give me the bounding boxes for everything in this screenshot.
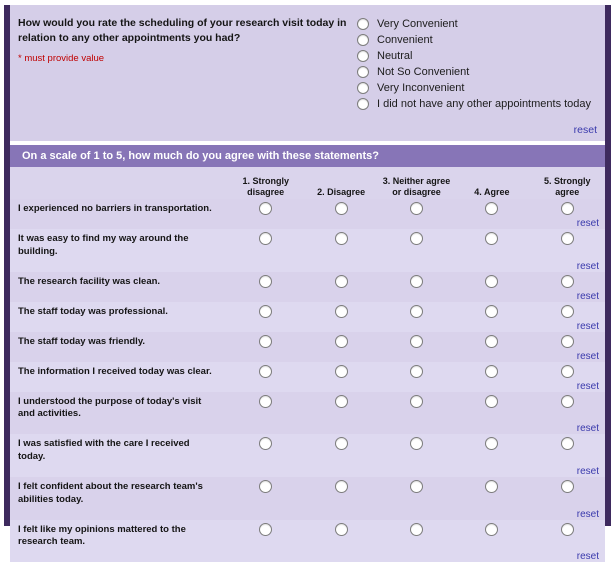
matrix-cell [303, 392, 378, 422]
radio-row8-col3[interactable] [485, 480, 498, 493]
matrix-cell [454, 199, 529, 216]
matrix-cell [303, 434, 378, 464]
radio-row2-col3[interactable] [485, 275, 498, 288]
reset-link-row-5[interactable]: reset [577, 381, 599, 392]
matrix-cell [454, 332, 529, 349]
radio-row6-col2[interactable] [410, 395, 423, 408]
matrix-column-header: 2. Disagree [303, 187, 378, 199]
matrix-rows [10, 199, 605, 562]
radio-row6-col3[interactable] [485, 395, 498, 408]
reset-link-row-1[interactable]: reset [577, 261, 599, 272]
radio-row0-col3[interactable] [485, 202, 498, 215]
radio-scheduling-0[interactable] [357, 18, 369, 30]
radio-row7-col2[interactable] [410, 437, 423, 450]
scheduling-question-section [10, 5, 605, 141]
radio-row0-col1[interactable] [335, 202, 348, 215]
radio-row5-col2[interactable] [410, 365, 423, 378]
matrix-cell [454, 229, 529, 259]
radio-row6-col1[interactable] [335, 395, 348, 408]
radio-row9-col4[interactable] [561, 523, 574, 536]
matrix-cell [530, 229, 605, 259]
matrix-cell [379, 434, 454, 464]
radio-row1-col3[interactable] [485, 232, 498, 245]
scheduling-options-column [357, 16, 599, 141]
reset-link-row-7[interactable]: reset [577, 466, 599, 477]
option-label: Very Convenient [377, 18, 458, 30]
scheduling-option [357, 50, 599, 62]
matrix-cell [303, 477, 378, 507]
matrix-cell [454, 392, 529, 422]
matrix-cell [228, 477, 303, 507]
matrix-row [10, 434, 605, 477]
radio-row7-col4[interactable] [561, 437, 574, 450]
radio-row1-col2[interactable] [410, 232, 423, 245]
matrix-cell [303, 272, 378, 289]
matrix-cell [530, 302, 605, 319]
radio-row5-col3[interactable] [485, 365, 498, 378]
scheduling-option [357, 66, 599, 78]
matrix-cell [379, 302, 454, 319]
matrix-cell [303, 199, 378, 216]
statement-label: I felt confident about the research team's abilities today. [10, 477, 228, 507]
radio-row8-col4[interactable] [561, 480, 574, 493]
reset-link-row-8[interactable]: reset [577, 509, 599, 520]
reset-link-row-0[interactable]: reset [577, 218, 599, 229]
matrix-cell [303, 362, 378, 379]
matrix-cell [303, 229, 378, 259]
radio-row7-col0[interactable] [259, 437, 272, 450]
option-label: Not So Convenient [377, 66, 469, 78]
radio-row2-col4[interactable] [561, 275, 574, 288]
matrix-cell [228, 434, 303, 464]
statement-label: The staff today was friendly. [10, 332, 228, 349]
matrix-cell [530, 199, 605, 216]
radio-row3-col1[interactable] [335, 305, 348, 318]
radio-row9-col1[interactable] [335, 523, 348, 536]
matrix-cell [530, 434, 605, 464]
reset-link-row-4[interactable]: reset [577, 351, 599, 362]
statement-label: I experienced no barriers in transportation. [10, 199, 228, 216]
statement-label: The staff today was professional. [10, 302, 228, 319]
matrix-cell [454, 272, 529, 289]
matrix-cell [303, 332, 378, 349]
radio-row3-col3[interactable] [485, 305, 498, 318]
radio-row7-col3[interactable] [485, 437, 498, 450]
matrix-cell [228, 302, 303, 319]
radio-row0-col4[interactable] [561, 202, 574, 215]
radio-scheduling-1[interactable] [357, 34, 369, 46]
matrix-row [10, 332, 605, 362]
radio-row4-col3[interactable] [485, 335, 498, 348]
option-label: Neutral [377, 50, 412, 62]
option-label: Very Inconvenient [377, 82, 464, 94]
statement-label: I was satisfied with the care I received today. [10, 434, 228, 464]
matrix-row [10, 272, 605, 302]
reset-link-row-3[interactable]: reset [577, 321, 599, 332]
matrix-cell [379, 199, 454, 216]
matrix-cell [454, 434, 529, 464]
matrix-row [10, 520, 605, 562]
matrix-row [10, 199, 605, 229]
radio-scheduling-5[interactable] [357, 98, 369, 110]
matrix-cell [228, 332, 303, 349]
radio-row5-col4[interactable] [561, 365, 574, 378]
matrix-row [10, 302, 605, 332]
matrix-cell [303, 302, 378, 319]
matrix-cell [530, 520, 605, 550]
survey-frame [4, 5, 611, 526]
radio-scheduling-2[interactable] [357, 50, 369, 62]
matrix-row [10, 362, 605, 392]
radio-row6-col4[interactable] [561, 395, 574, 408]
matrix-cell [228, 520, 303, 550]
statement-label: I felt like my opinions mattered to the research team. [10, 520, 228, 550]
matrix-column-header: 3. Neither agree or disagree [379, 176, 454, 200]
statement-label: The research facility was clean. [10, 272, 228, 289]
reset-link-row-9[interactable]: reset [577, 551, 599, 562]
radio-row9-col0[interactable] [259, 523, 272, 536]
question-text-column [18, 16, 350, 141]
scheduling-option [357, 98, 599, 110]
matrix-cell [454, 520, 529, 550]
matrix-cell [379, 229, 454, 259]
matrix-cell [228, 362, 303, 379]
radio-row8-col0[interactable] [259, 480, 272, 493]
matrix-row [10, 229, 605, 272]
radio-row9-col3[interactable] [485, 523, 498, 536]
matrix-cell [530, 272, 605, 289]
matrix-row [10, 477, 605, 520]
radio-row7-col1[interactable] [335, 437, 348, 450]
statement-label: It was easy to find my way around the building. [10, 229, 228, 259]
matrix-cell [530, 477, 605, 507]
matrix-section-title: On a scale of 1 to 5, how much do you agree with these statements? [10, 145, 605, 167]
agreement-matrix-section [10, 145, 605, 562]
statement-label: I understood the purpose of today's visit and activities. [10, 392, 228, 422]
radio-row8-col2[interactable] [410, 480, 423, 493]
matrix-cell [228, 229, 303, 259]
radio-scheduling-4[interactable] [357, 82, 369, 94]
matrix-cell [228, 272, 303, 289]
radio-row1-col1[interactable] [335, 232, 348, 245]
matrix-cell [228, 199, 303, 216]
radio-row4-col0[interactable] [259, 335, 272, 348]
radio-row5-col1[interactable] [335, 365, 348, 378]
radio-row4-col1[interactable] [335, 335, 348, 348]
radio-row3-col0[interactable] [259, 305, 272, 318]
scheduling-options [357, 18, 599, 110]
reset-link-scheduling[interactable]: reset [574, 124, 597, 136]
option-label: I did not have any other appointments today [377, 98, 591, 110]
reset-link-row-2[interactable]: reset [577, 291, 599, 302]
radio-row2-col0[interactable] [259, 275, 272, 288]
matrix-cell [454, 362, 529, 379]
scheduling-option [357, 34, 599, 46]
matrix-cell [379, 332, 454, 349]
matrix-column-header: 5. Strongly agree [530, 176, 605, 200]
radio-row5-col0[interactable] [259, 365, 272, 378]
matrix-cell [303, 520, 378, 550]
matrix-body [10, 167, 605, 562]
radio-row2-col1[interactable] [335, 275, 348, 288]
matrix-row [10, 392, 605, 435]
matrix-column-header: 1. Strongly disagree [228, 176, 303, 200]
radio-row8-col1[interactable] [335, 480, 348, 493]
radio-row1-col0[interactable] [259, 232, 272, 245]
required-note: * must provide value [18, 53, 350, 64]
reset-link-row-6[interactable]: reset [577, 423, 599, 434]
radio-row3-col2[interactable] [410, 305, 423, 318]
scheduling-option [357, 18, 599, 30]
radio-row4-col4[interactable] [561, 335, 574, 348]
scheduling-option [357, 82, 599, 94]
radio-row3-col4[interactable] [561, 305, 574, 318]
matrix-cell [379, 477, 454, 507]
radio-row1-col4[interactable] [561, 232, 574, 245]
option-label: Convenient [377, 34, 433, 46]
matrix-cell [379, 272, 454, 289]
statement-label: The information I received today was clear. [10, 362, 228, 379]
radio-row0-col0[interactable] [259, 202, 272, 215]
radio-row0-col2[interactable] [410, 202, 423, 215]
matrix-cell [530, 392, 605, 422]
matrix-cell [454, 302, 529, 319]
matrix-cell [454, 477, 529, 507]
radio-row4-col2[interactable] [410, 335, 423, 348]
matrix-cell [530, 362, 605, 379]
radio-row6-col0[interactable] [259, 395, 272, 408]
radio-scheduling-3[interactable] [357, 66, 369, 78]
matrix-cell [530, 332, 605, 349]
radio-row2-col2[interactable] [410, 275, 423, 288]
question-text: How would you rate the scheduling of your research visit today in relation to any other appointments you had? [18, 16, 350, 46]
matrix-column-header: 4. Agree [454, 187, 529, 199]
matrix-cell [379, 520, 454, 550]
matrix-cell [379, 362, 454, 379]
matrix-column-headers [10, 167, 605, 199]
radio-row9-col2[interactable] [410, 523, 423, 536]
matrix-cell [228, 392, 303, 422]
matrix-cell [379, 392, 454, 422]
